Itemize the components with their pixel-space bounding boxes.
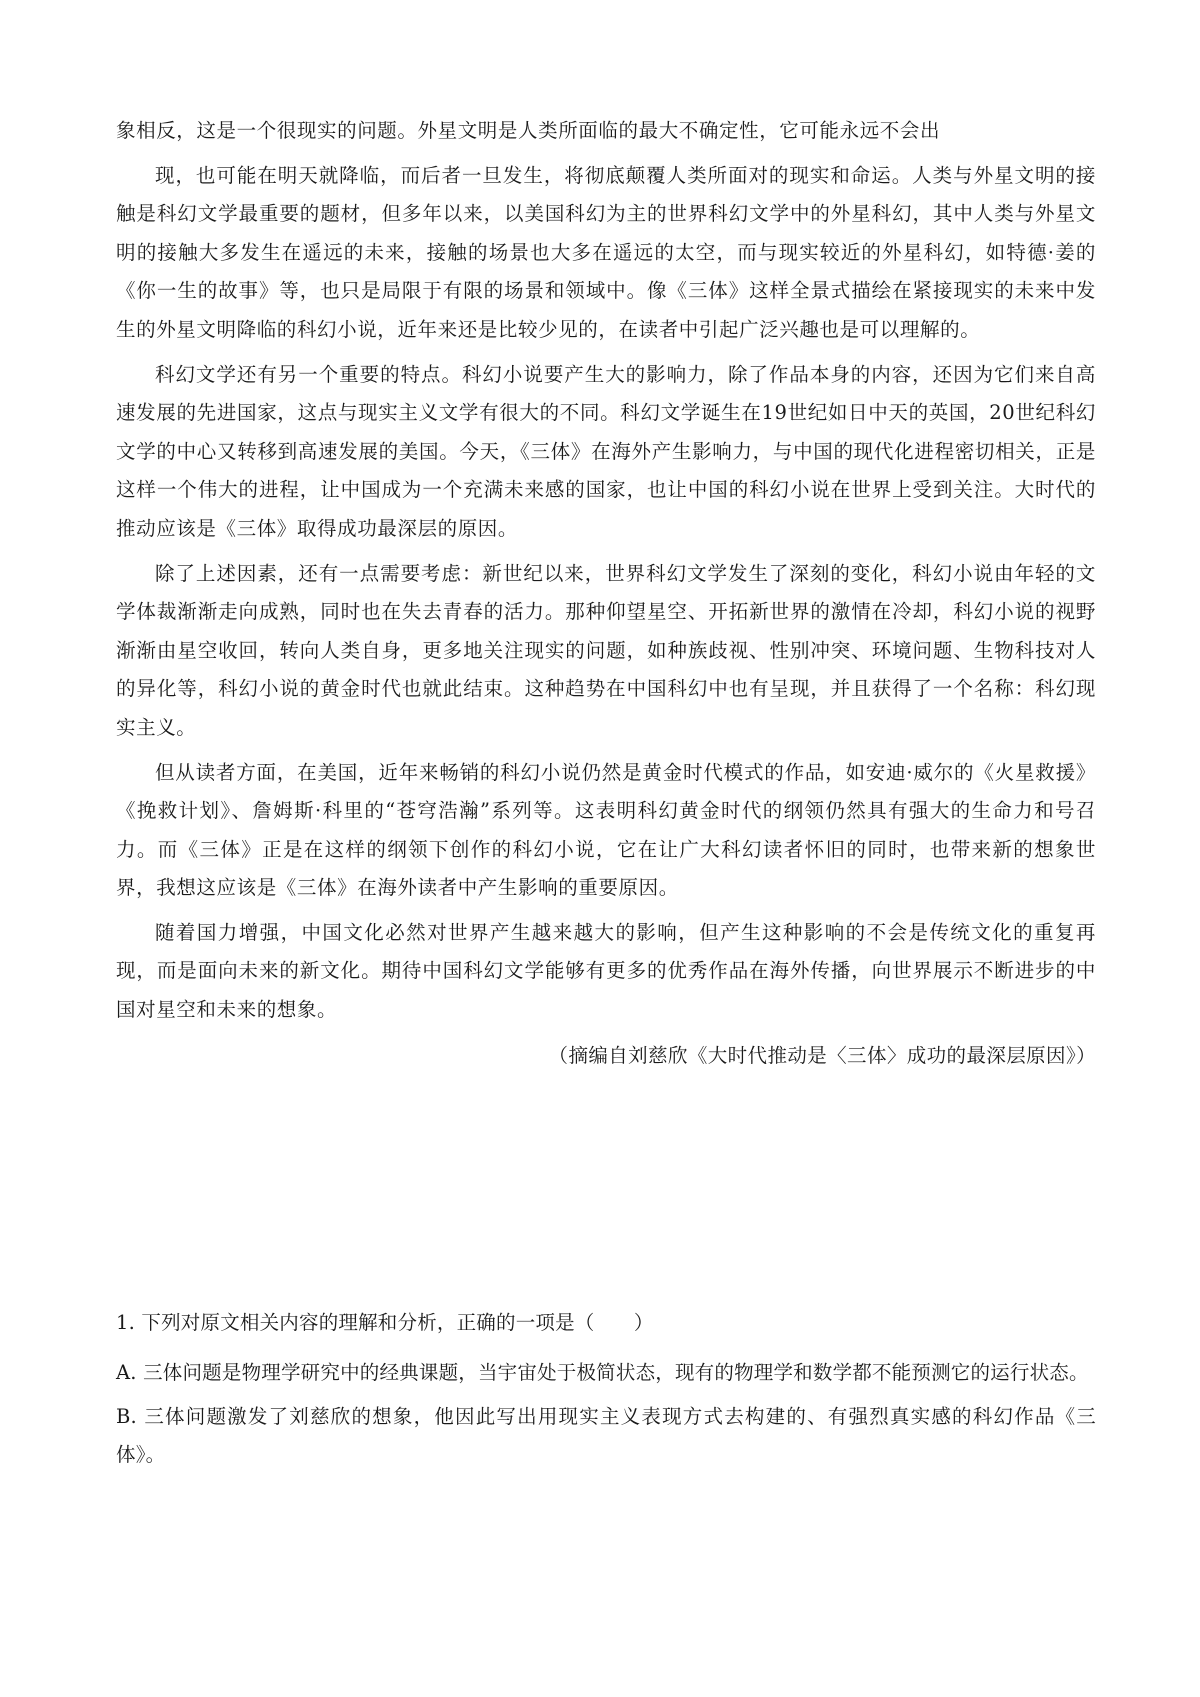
question-1 [116,1304,1096,1480]
article-paragraph-2: 现，也可能在明天就降临，而后者一旦发生，将彻底颠覆人类所面对的现实和命运。人类与外星文明的接触是科幻文学最重要的题材，但多年以来，以美国科幻为主的世界科幻文学中的外星科幻，其中人类与外星文明的接触大多发生在遥远的未来，接触的场景也大多在遥远的太空，而与现实较近的外星科幻，如特德·姜的《你一生的故事》等，也只是局限于有限的场景和领域中。像《三体》这样全景式描绘在紧接现实的未来中发生的外星文明降临的科幻小说，近年来还是比较少见的，在读者中引起广泛兴趣也是可以理解的。 [116,163,1096,341]
article-body [116,112,1096,1076]
question-option-a: A. 三体问题是物理学研究中的经典课题，当宇宙处于极简状态，现有的物理学和数学都不能预测它的运行状态。 [116,1361,1089,1384]
article-paragraph-4: 除了上述因素，还有一点需要考虑：新世纪以来，世界科幻文学发生了深刻的变化，科幻小说由年轻的文学体裁渐渐走向成熟，同时也在失去青春的活力。那种仰望星空、开拓新世界的激情在冷却，科幻小说的视野渐渐由星空收回，转向人类自身，更多地关注现实的问题，如种族歧视、性别冲突、环境问题、生物科技对人的异化等，科幻小说的黄金时代也就此结束。这种趋势在中国科幻中也有呈现，并且获得了一个名称：科幻现实主义。 [116,561,1096,739]
article-paragraph-1: 象相反，这是一个很现实的问题。外星文明是人类所面临的最大不确定性，它可能永远不会出 [116,119,941,142]
article-paragraph-5: 但从读者方面，在美国，近年来畅销的科幻小说仍然是黄金时代模式的作品，如安迪·威尔的《火星救援》《挽救计划》、詹姆斯·科里的“苍穹浩瀚”系列等。这表明科幻黄金时代的纲领仍然具有强大的生命力和号召力。而《三体》正是在这样的纲领下创作的科幻小说，它在让广大科幻读者怀旧的同时，也带来新的想象世界，我想这应该是《三体》在海外读者中产生影响的重要原因。 [116,760,1096,900]
article-paragraph-3: 科幻文学还有另一个重要的特点。科幻小说要产生大的影响力，除了作品本身的内容，还因为它们来自高速发展的先进国家，这点与现实主义文学有很大的不同。科幻文学诞生在19世纪如日中天的英国，20世纪科幻文学的中心又转移到高速发展的美国。今天，《三体》在海外产生影响力，与中国的现代化进程密切相关，正是这样一个伟大的进程，让中国成为一个充满未来感的国家，也让中国的科幻小说在世界上受到关注。大时代的推动应该是《三体》取得成功最深层的原因。 [116,362,1096,540]
question-option-b: B. 三体问题激发了刘慈欣的想象，他因此写出用现实主义表现方式去构建的、有强烈真实感的科幻作品《三体》。 [116,1405,1096,1466]
article-source-citation: （摘编自刘慈欣《大时代推动是〈三体〉成功的最深层原因》） [548,1043,1096,1067]
question-stem: 1. 下列对原文相关内容的理解和分析，正确的一项是（ ） [116,1311,654,1334]
article-paragraph-6: 随着国力增强，中国文化必然对世界产生越来越大的影响，但产生这种影响的不会是传统文化的重复再现，而是面向未来的新文化。期待中国科幻文学能够有更多的优秀作品在海外传播，向世界展示不断进步的中国对星空和未来的想象。 [116,920,1096,1022]
